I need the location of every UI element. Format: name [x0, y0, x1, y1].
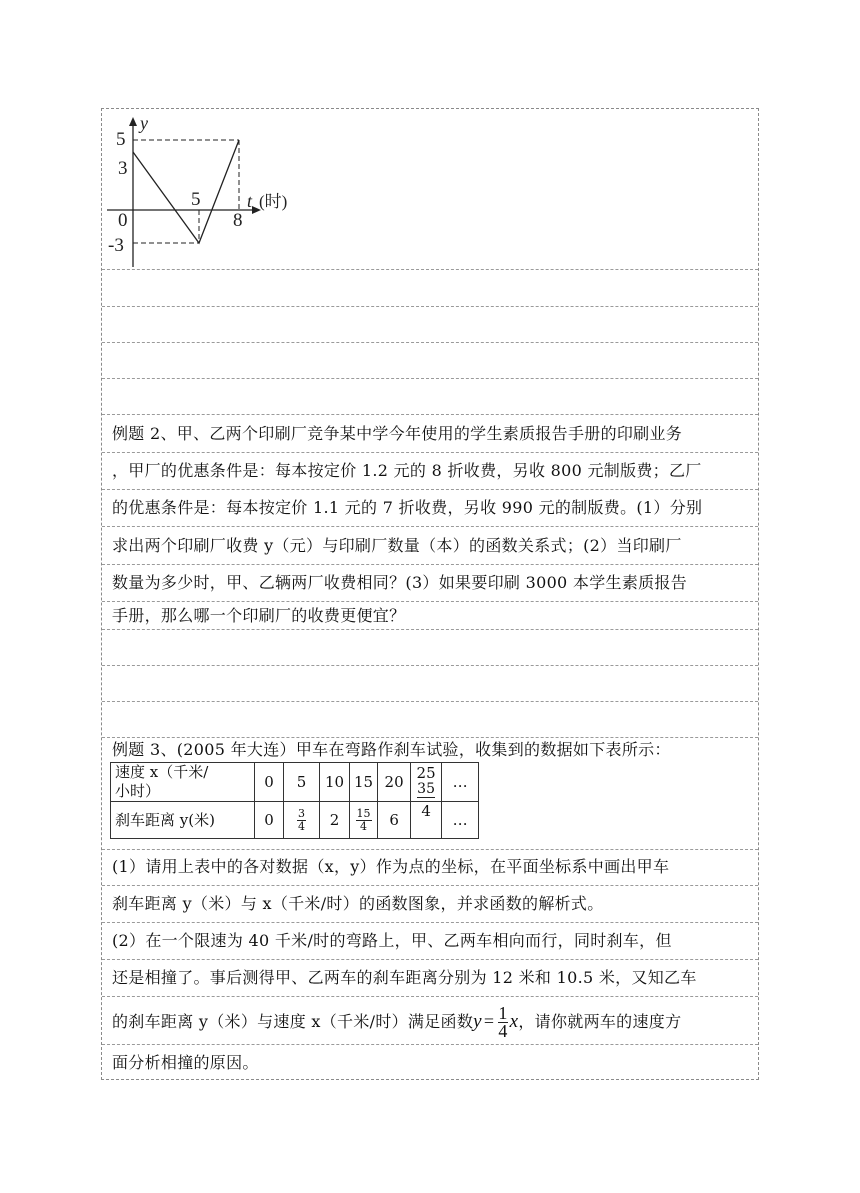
distance-header: 刹车距离 y(米) — [111, 802, 255, 839]
frac-35-4-numerator: 35 — [417, 781, 435, 797]
frac-35-4-denominator: 4 — [411, 802, 442, 839]
q2-row — [102, 960, 758, 997]
table-row-distance — [111, 802, 479, 839]
example2-line: 例题 2、甲、乙两个印刷厂竞争某中学今年使用的学生素质报告手册的印刷业务 — [112, 424, 683, 443]
blank-row — [102, 307, 758, 343]
q2-line-formula: 的刹车距离 y（米）与速度 x（千米/时）满足函数y = $\frac{1}{4}$ x，请你就两车的速度方 — [112, 1003, 682, 1041]
example2-line: ，甲厂的优惠条件是：每本按定价 1.2 元的 8 折收费，另收 800 元制版费；乙厂 — [112, 461, 702, 480]
q1-row — [102, 886, 758, 923]
q1-line: 刹车距离 y（米）与 x（千米/时）的函数图象，并求函数的解析式。 — [112, 894, 604, 913]
graph-row — [102, 109, 758, 270]
speed-cell: 0 — [255, 763, 284, 802]
formula-eq: = — [483, 1011, 495, 1031]
distance-cell: 0 — [255, 802, 284, 839]
example2-line: 手册，那么哪一个印刷厂的收费更便宜？ — [112, 606, 406, 625]
q1-row — [102, 849, 758, 886]
piecewise-graph — [102, 109, 362, 270]
worksheet-frame — [101, 108, 759, 1080]
example2-line-row — [102, 602, 758, 630]
y-axis-arrow — [129, 117, 137, 126]
distance-cell-frac — [284, 802, 320, 839]
example2-line: 数量为多少时，甲、乙辆两厂收费相同？(3）如果要印刷 3000 本学生素质报告 — [112, 573, 688, 592]
q1-line: (1）请用上表中的各对数据（x，y）作为点的坐标，在平面坐标系中画出甲车 — [112, 857, 670, 876]
example2-line-row — [102, 453, 758, 490]
speed-cell-25: 25 35 — [411, 763, 442, 802]
speed-cell: 15 — [350, 763, 378, 802]
example3-intro: 例题 3、(2005 年大连）甲车在弯路作刹车试验，收集到的数据如下表所示： — [112, 740, 671, 759]
speed-cell: 20 — [378, 763, 411, 802]
blank-row — [102, 666, 758, 702]
formula-x: x — [509, 1011, 519, 1032]
speed-cell: 10 — [320, 763, 350, 802]
blank-row — [102, 630, 758, 666]
q2-line: (2）在一个限速为 40 千米/时的弯路上，甲、乙两车相向而行，同时刹车，但 — [112, 931, 672, 950]
table-row-speed — [111, 763, 479, 802]
y-tick-minus3: -3 — [108, 235, 124, 256]
example2-line-row — [102, 415, 758, 453]
distance-cell: 2 — [320, 802, 350, 839]
t-axis-label: t — [247, 191, 253, 211]
frac-3-4: $\frac{3}{4}$ — [298, 806, 305, 833]
blank-row — [102, 270, 758, 307]
example2-line: 求出两个印刷厂收费 y（元）与印刷厂数量（本）的函数关系式；(2）当印刷厂 — [112, 536, 682, 555]
y-tick-5: 5 — [116, 129, 126, 150]
t-unit-label: (时) — [259, 192, 288, 211]
origin-label: 0 — [118, 210, 128, 231]
formula-fraction: $\frac{1}{4}$ — [498, 1003, 508, 1041]
ellipsis-cell: … — [442, 802, 479, 839]
ellipsis-cell: … — [442, 763, 479, 802]
formula-y: y — [473, 1011, 482, 1032]
graph-polyline — [133, 140, 239, 243]
distance-cell-frac — [350, 802, 378, 839]
blank-row — [102, 343, 758, 379]
t-tick-5: 5 — [191, 189, 201, 210]
q2-row — [102, 1045, 758, 1081]
example2-line-row — [102, 527, 758, 565]
speed-header: 速度 x（千米/ 小时） — [111, 763, 255, 802]
braking-data-table — [110, 762, 479, 839]
t-tick-8: 8 — [233, 210, 243, 231]
y-axis-label: y — [140, 113, 148, 133]
distance-cell: 6 — [378, 802, 411, 839]
speed-cell: 5 — [284, 763, 320, 802]
example2-line: 的优惠条件是：每本按定价 1.1 元的 7 折收费，另收 990 元的制版费。(1）分别 — [112, 498, 703, 517]
q2-line: 还是相撞了。事后测得甲、乙两车的刹车距离分别为 12 米和 10.5 米，又知乙车 — [112, 968, 697, 987]
y-tick-3: 3 — [118, 158, 128, 179]
example2-line-row — [102, 565, 758, 602]
q2-row — [102, 997, 758, 1045]
q2-line: 面分析相撞的原因。 — [112, 1053, 259, 1072]
frac-15-4: $\frac{15}{4}$ — [356, 806, 371, 833]
example2-line-row — [102, 490, 758, 527]
q2-row — [102, 923, 758, 960]
blank-row — [102, 379, 758, 415]
